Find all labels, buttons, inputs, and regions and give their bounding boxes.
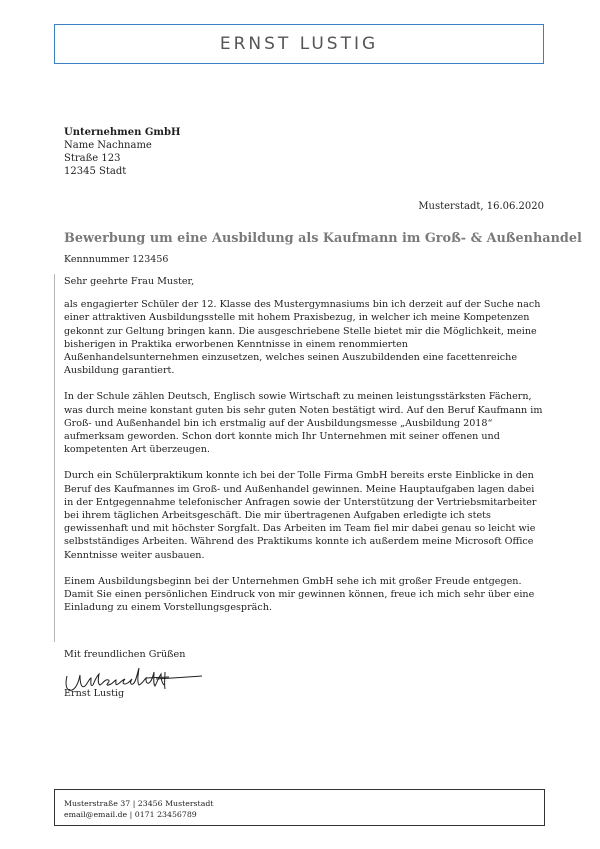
recipient-city: 12345 Stadt [64, 166, 127, 177]
reference-number: Kennnummer 123456 [64, 254, 169, 265]
salutation: Sehr geehrte Frau Muster, [64, 276, 195, 287]
recipient-address [64, 126, 180, 178]
sender-name: ERNST LUSTIG [219, 34, 379, 54]
paragraph-2: In der Schule zählen Deutsch, Englisch sowie Wirtschaft zu meinen leistungsstärksten Fächern, was durch meine konstant guten bis sehr guten Noten bestätigt wird. Auf den Beruf Kaufmann im Groß- und Außenhandel bin ich erstmalig auf der Ausbildungsmesse „Ausbildung 2018“ aufmerksam geworden. Schon dort konnte mich Ihr Unternehmen mit seiner offenen und kompetenten Art überzeugen. [64, 391, 543, 456]
margin-rule [54, 274, 55, 642]
recipient-company: Unternehmen GmbH [64, 127, 181, 138]
header-box [54, 24, 544, 64]
letter-date: Musterstadt, 16.06.2020 [418, 201, 544, 212]
letter-body [64, 275, 544, 627]
recipient-street: Straße 123 [64, 153, 121, 164]
letter-subject: Bewerbung um eine Ausbildung als Kaufmann im Groß- & Außenhandel [64, 231, 582, 246]
paragraph-3: Durch ein Schülerpraktikum konnte ich bei der Tolle Firma GmbH bereits erste Einblicke in den Beruf des Kaufmannes im Groß- und Außenhandel gewinnen. Meine Hauptaufgaben lagen dabei in der Entgegennahme telefonischer Anfragen sowie der Unterstützung der Vertriebsmitarbeiter bei ihrem täglichen Arbeitsgeschäft. Die mir übertragenen Aufgaben erledigte ich stets gewissenhaft und mit höchster Sorgfalt. Das Arbeiten im Team fiel mir dabei genau so leicht wie selbstständiges Arbeiten. Während des Praktikums konnte ich außerdem meine Microsoft Office Kenntnisse weiter ausbauen. [64, 470, 537, 561]
paragraph-4: Einem Ausbildungsbeginn bei der Unternehmen GmbH sehe ich mit großer Freude entgegen. Damit Sie einen persönlichen Eindruck von mir gewinnen können, freue ich mich sehr über eine Einladung zu einem Vorstellungsgespräch. [64, 575, 535, 614]
footer-box [54, 789, 545, 826]
closing: Mit freundlichen Grüßen [64, 649, 186, 660]
signer-name: Ernst Lustig [64, 688, 125, 699]
footer-contact: email@email.de | 0171 23456789 [64, 810, 197, 819]
paragraph-1: als engagierter Schüler der 12. Klasse des Mustergymnasiums bin ich derzeit auf der Suche nach einer attraktiven Ausbildungsstelle mit hohem Praxisbezug, in welcher ich meine Kompetenzen gekonnt zur Geltung bringen kann. Die ausgeschriebene Stelle bietet mir die Möglichkeit, meine bisherigen in Praktika erworbenen Kenntnisse in einem renommierten Außenhandelsunternehmen einzusetzen, welches seinen Auszubildenden eine facettenreiche Ausbildung garantiert. [64, 299, 541, 377]
footer-address: Musterstraße 37 | 23456 Musterstadt [64, 799, 214, 808]
recipient-contact: Name Nachname [64, 140, 152, 151]
